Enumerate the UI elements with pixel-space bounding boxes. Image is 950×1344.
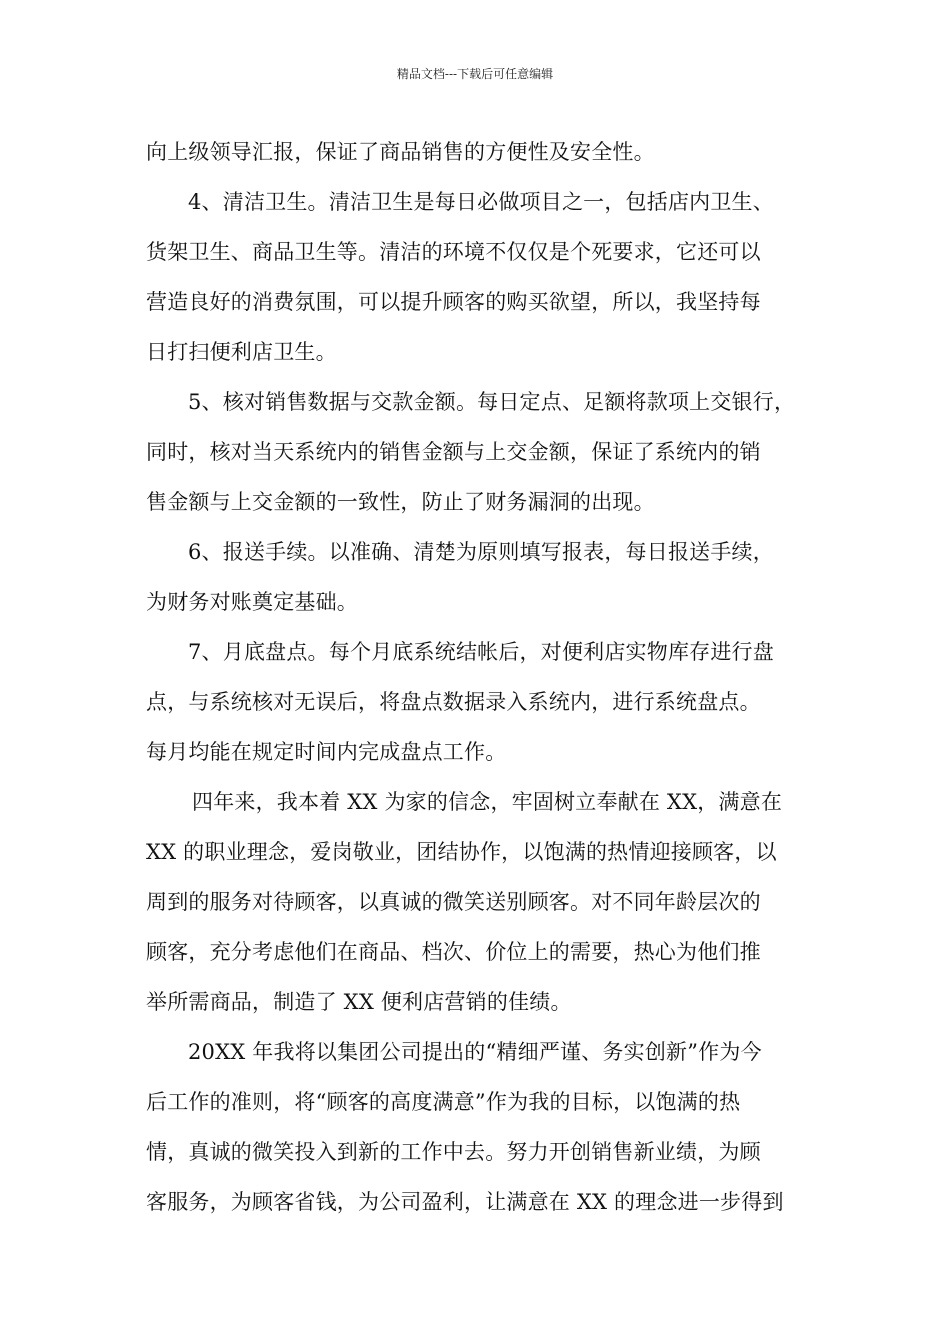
text-line: 点，与系统核对无误后，将盘点数据录入系统内，进行系统盘点。	[146, 690, 761, 714]
document-body	[146, 127, 814, 1227]
text-line: 货架卫生、商品卫生等。清洁的环境不仅仅是个死要求，它还可以	[146, 240, 761, 264]
text-line: 后工作的准则，将“顾客的高度满意”作为我的目标，以饱满的热	[146, 1090, 741, 1114]
text-line: 情，真诚的微笑投入到新的工作中去。努力开创销售新业绩，为顾	[146, 1140, 761, 1164]
text-line: 营造良好的消费氛围，可以提升顾客的购买欲望，所以，我坚持每	[146, 290, 761, 314]
paragraph-start-line: 4、清洁卫生。清洁卫生是每日必做项目之一，包括店内卫生、	[188, 190, 774, 214]
paragraph-start-line: 6、报送手续。以准确、清楚为原则填写报表，每日报送手续，	[188, 540, 774, 564]
text-line: 客服务，为顾客省钱，为公司盈利，让满意在 XX 的理念进一步得到	[146, 1190, 784, 1214]
text-line: 举所需商品，制造了 XX 便利店营销的佳绩。	[146, 990, 572, 1014]
paragraph-start-line: 四年来，我本着 XX 为家的信念，牢固树立奉献在 XX，满意在	[192, 790, 783, 814]
text-line: 同时，核对当天系统内的销售金额与上交金额，保证了系统内的销	[146, 440, 761, 464]
text-line: 为财务对账奠定基础。	[146, 590, 358, 614]
text-line: 每月均能在规定时间内完成盘点工作。	[146, 740, 507, 764]
paragraph-start-line: 5、核对销售数据与交款金额。每日定点、足额将款项上交银行，	[188, 390, 796, 414]
text-line: 周到的服务对待顾客，以真诚的微笑送别顾客。对不同年龄层次的	[146, 890, 761, 914]
text-line: 售金额与上交金额的一致性，防止了财务漏洞的出现。	[146, 490, 655, 514]
paragraph-start-line: 7、月底盘点。每个月底系统结帐后，对便利店实物库存进行盘	[188, 640, 774, 664]
paragraph-start-line: 20XX 年我将以集团公司提出的“精细严谨、务实创新”作为今	[188, 1040, 762, 1064]
text-line: XX 的职业理念，爱岗敬业，团结协作，以饱满的热情迎接顾客，以	[146, 840, 777, 864]
text-line: 向上级领导汇报，保证了商品销售的方便性及安全性。	[146, 140, 655, 164]
text-line: 日打扫便利店卫生。	[146, 340, 337, 364]
text-line: 顾客，充分考虑他们在商品、档次、价位上的需要，热心为他们推	[146, 940, 761, 964]
page-header: 精品文档---下载后可任意编辑	[396, 67, 554, 81]
